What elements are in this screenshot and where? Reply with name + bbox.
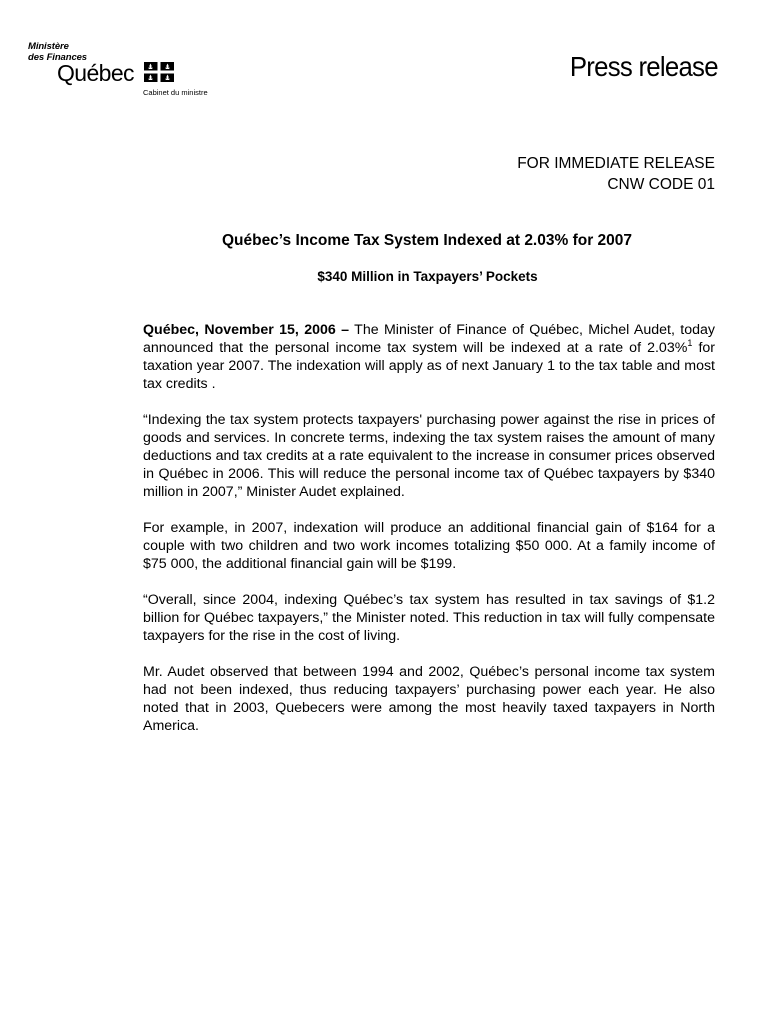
- body-text: [143, 321, 715, 753]
- doc-type-heading: Press release: [570, 51, 718, 82]
- paragraph-1: [143, 321, 715, 393]
- headline: Québec’s Income Tax System Indexed at 2.03% for 2007: [221, 232, 633, 249]
- release-meta: [517, 153, 715, 195]
- ministry-name-line2: des Finances: [28, 51, 87, 63]
- paragraph-3: For example, in 2007, indexation will produce an additional financial gain of $164 for a couple with two children and two work incomes totalizing $50 000. At a family income of $75 000, the additional financial gain will be $199.: [143, 520, 715, 572]
- cnw-code-label: CNW CODE 01: [607, 176, 715, 193]
- paragraph-1-text-a: The Minister of Finance of Québec, Michel Audet, today announced that the personal income tax system will be indexed at a rate of 2.03%: [143, 322, 715, 356]
- paragraph-5: Mr. Audet observed that between 1994 and 2002, Québec’s personal income tax system had not been indexed, thus reducing taxpayers’ purchasing power each year. He also noted that in 2003, Quebecers were among the most heavily taxed taxpayers in North America.: [143, 664, 715, 734]
- immediate-release-label: FOR IMMEDIATE RELEASE: [517, 155, 715, 172]
- ministry-name-line1: Ministère: [28, 41, 69, 52]
- paragraph-1-text-b: for taxation year 2007. The indexation will apply as of next January 1 to the tax table and most tax credits .: [143, 340, 716, 392]
- province-wordmark: Québec: [57, 60, 134, 86]
- cabinet-label: Cabinet du ministre: [143, 88, 208, 97]
- footnote-marker: 1: [687, 338, 693, 348]
- fleur-de-lis-flag-icon: [144, 62, 174, 82]
- paragraph-2: “Indexing the tax system protects taxpayers' purchasing power against the rise in prices of goods and services. In concrete terms, indexing the tax system raises the amount of many deductions and tax credits at a rate equivalent to the increase in consumer prices observed in Québec in 2006. This will reduce the personal income tax of Québec taxpayers by $340 million in 2007,” Minister Audet explained.: [143, 412, 715, 500]
- ministry-logo: [27, 42, 227, 102]
- subheadline: $340 Million in Taxpayers’ Pockets: [317, 269, 538, 284]
- paragraph-4: “Overall, since 2004, indexing Québec’s tax system has resulted in tax savings of $1.2 billion for Québec taxpayers,” the Minister noted. This reduction in tax will fully compensate taxpayers for the rise in the cost of living.: [143, 592, 715, 644]
- dateline: Québec, November 15, 2006 –: [143, 322, 350, 338]
